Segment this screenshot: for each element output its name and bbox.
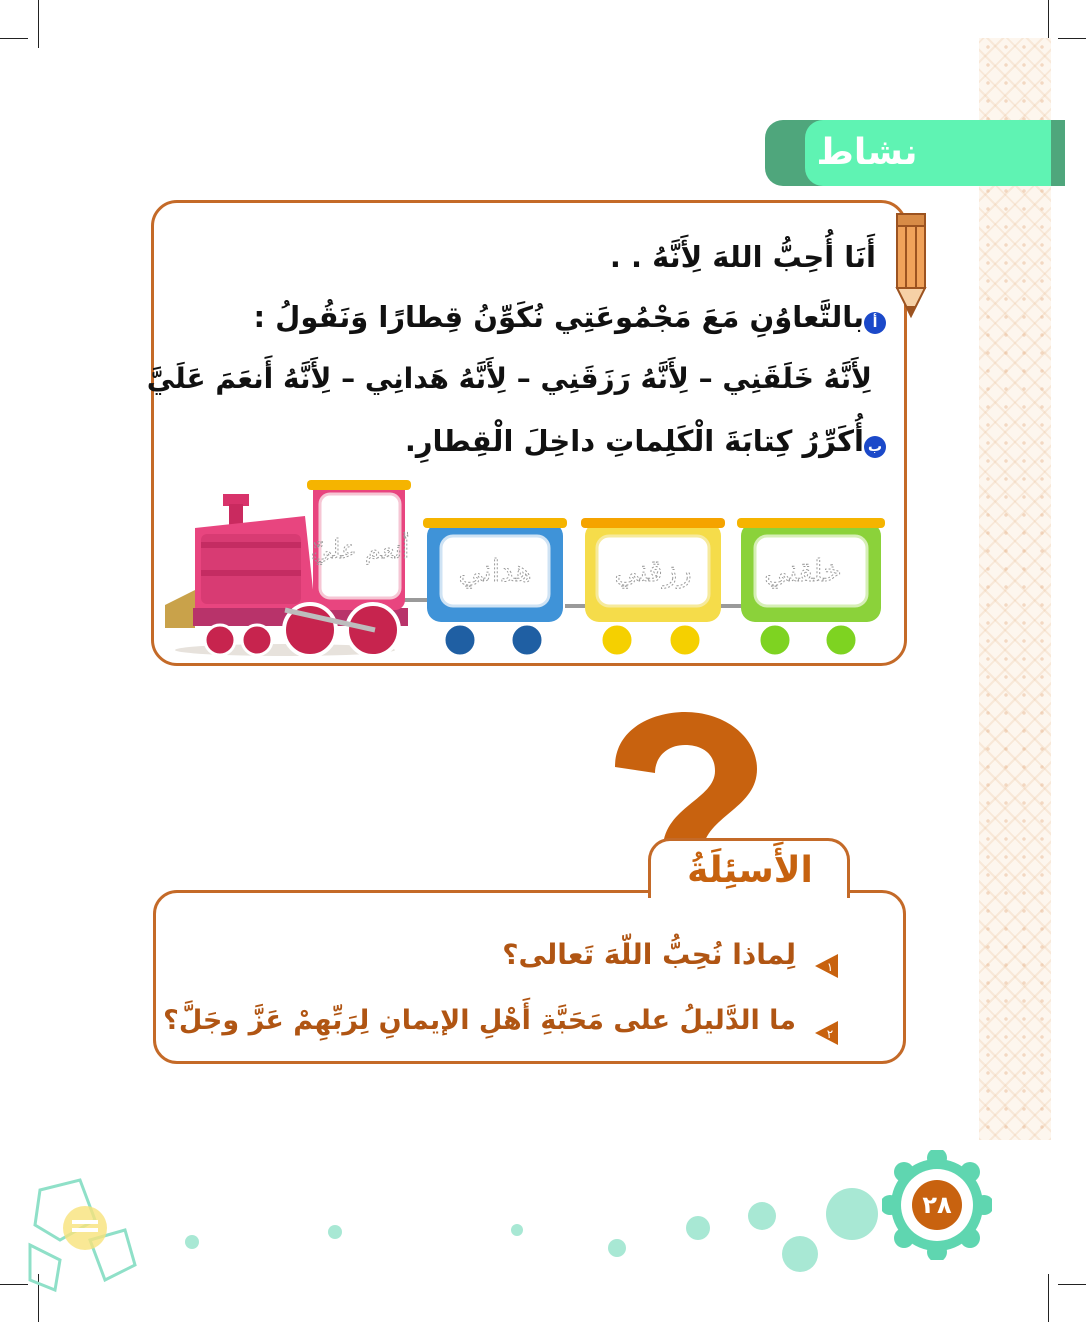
train-wheel xyxy=(511,624,543,656)
train-wheel xyxy=(669,624,701,656)
activity-tab-label: نشاط xyxy=(816,132,918,173)
train-wheel xyxy=(205,625,235,655)
item-a-text: بالتَّعاوُنِ مَعَ مَجْمُوعَتِي نُكَوِّنُ قِطارًا وَنَقُولُ : xyxy=(253,300,864,334)
question-2-text: ما الدَّليلُ على مَحَبَّةِ أَهْلِ الإيمانِ لِرَبِّهِمْ عَزَّ وجَلَّ؟ xyxy=(163,1005,796,1036)
question-marker-icon xyxy=(812,1018,842,1048)
train-illustration xyxy=(165,480,900,660)
decorative-side-strip xyxy=(979,38,1051,1140)
train-wheel xyxy=(759,624,791,656)
train-wheel xyxy=(242,625,272,655)
pencil-icon xyxy=(893,212,929,322)
page-number: ٢٨ xyxy=(912,1180,962,1230)
crop-mark xyxy=(1058,38,1086,39)
bottom-decoration xyxy=(0,1150,880,1322)
item-b-text: أُكَرِّرُ كِتابَةَ الْكَلِماتِ داخِلَ الْقِطارِ. xyxy=(404,424,864,458)
crop-mark xyxy=(0,38,28,39)
phrases-text: لِأَنَّهُ خَلَقَنِي – لِأَنَّهُ رَزَقَنِي – لِأَنَّهُ هَدانِي – لِأَنَّهُ أَنعَمَ عَلَيَّ xyxy=(146,362,872,395)
item-a-badge: أ xyxy=(864,312,886,334)
crop-mark xyxy=(1058,1284,1086,1285)
train-word-1: خلقني xyxy=(764,554,842,589)
questions-box xyxy=(153,890,906,1064)
train-wheel xyxy=(444,624,476,656)
train-word-3: هداني xyxy=(458,554,532,589)
train-wheel xyxy=(601,624,633,656)
train-wheel xyxy=(825,624,857,656)
questions-title: الأَسئِلَةُ xyxy=(687,850,813,891)
crop-mark xyxy=(38,0,39,48)
question-marker-icon xyxy=(812,951,842,981)
train-word-4: أنعم عليّ xyxy=(310,535,410,565)
train-word-2: رزقني xyxy=(614,554,692,589)
activity-intro: أَنَا أُحِبُّ اللهَ لِأَنَّهُ . . xyxy=(609,240,876,274)
item-b-badge: ب xyxy=(864,436,886,458)
crop-mark xyxy=(1048,1274,1049,1322)
svg-text:٢: ٢ xyxy=(826,1027,834,1041)
svg-text:١: ١ xyxy=(826,960,834,974)
question-1-text: لِماذا نُحِبُّ اللّهَ تَعالى؟ xyxy=(502,938,796,971)
